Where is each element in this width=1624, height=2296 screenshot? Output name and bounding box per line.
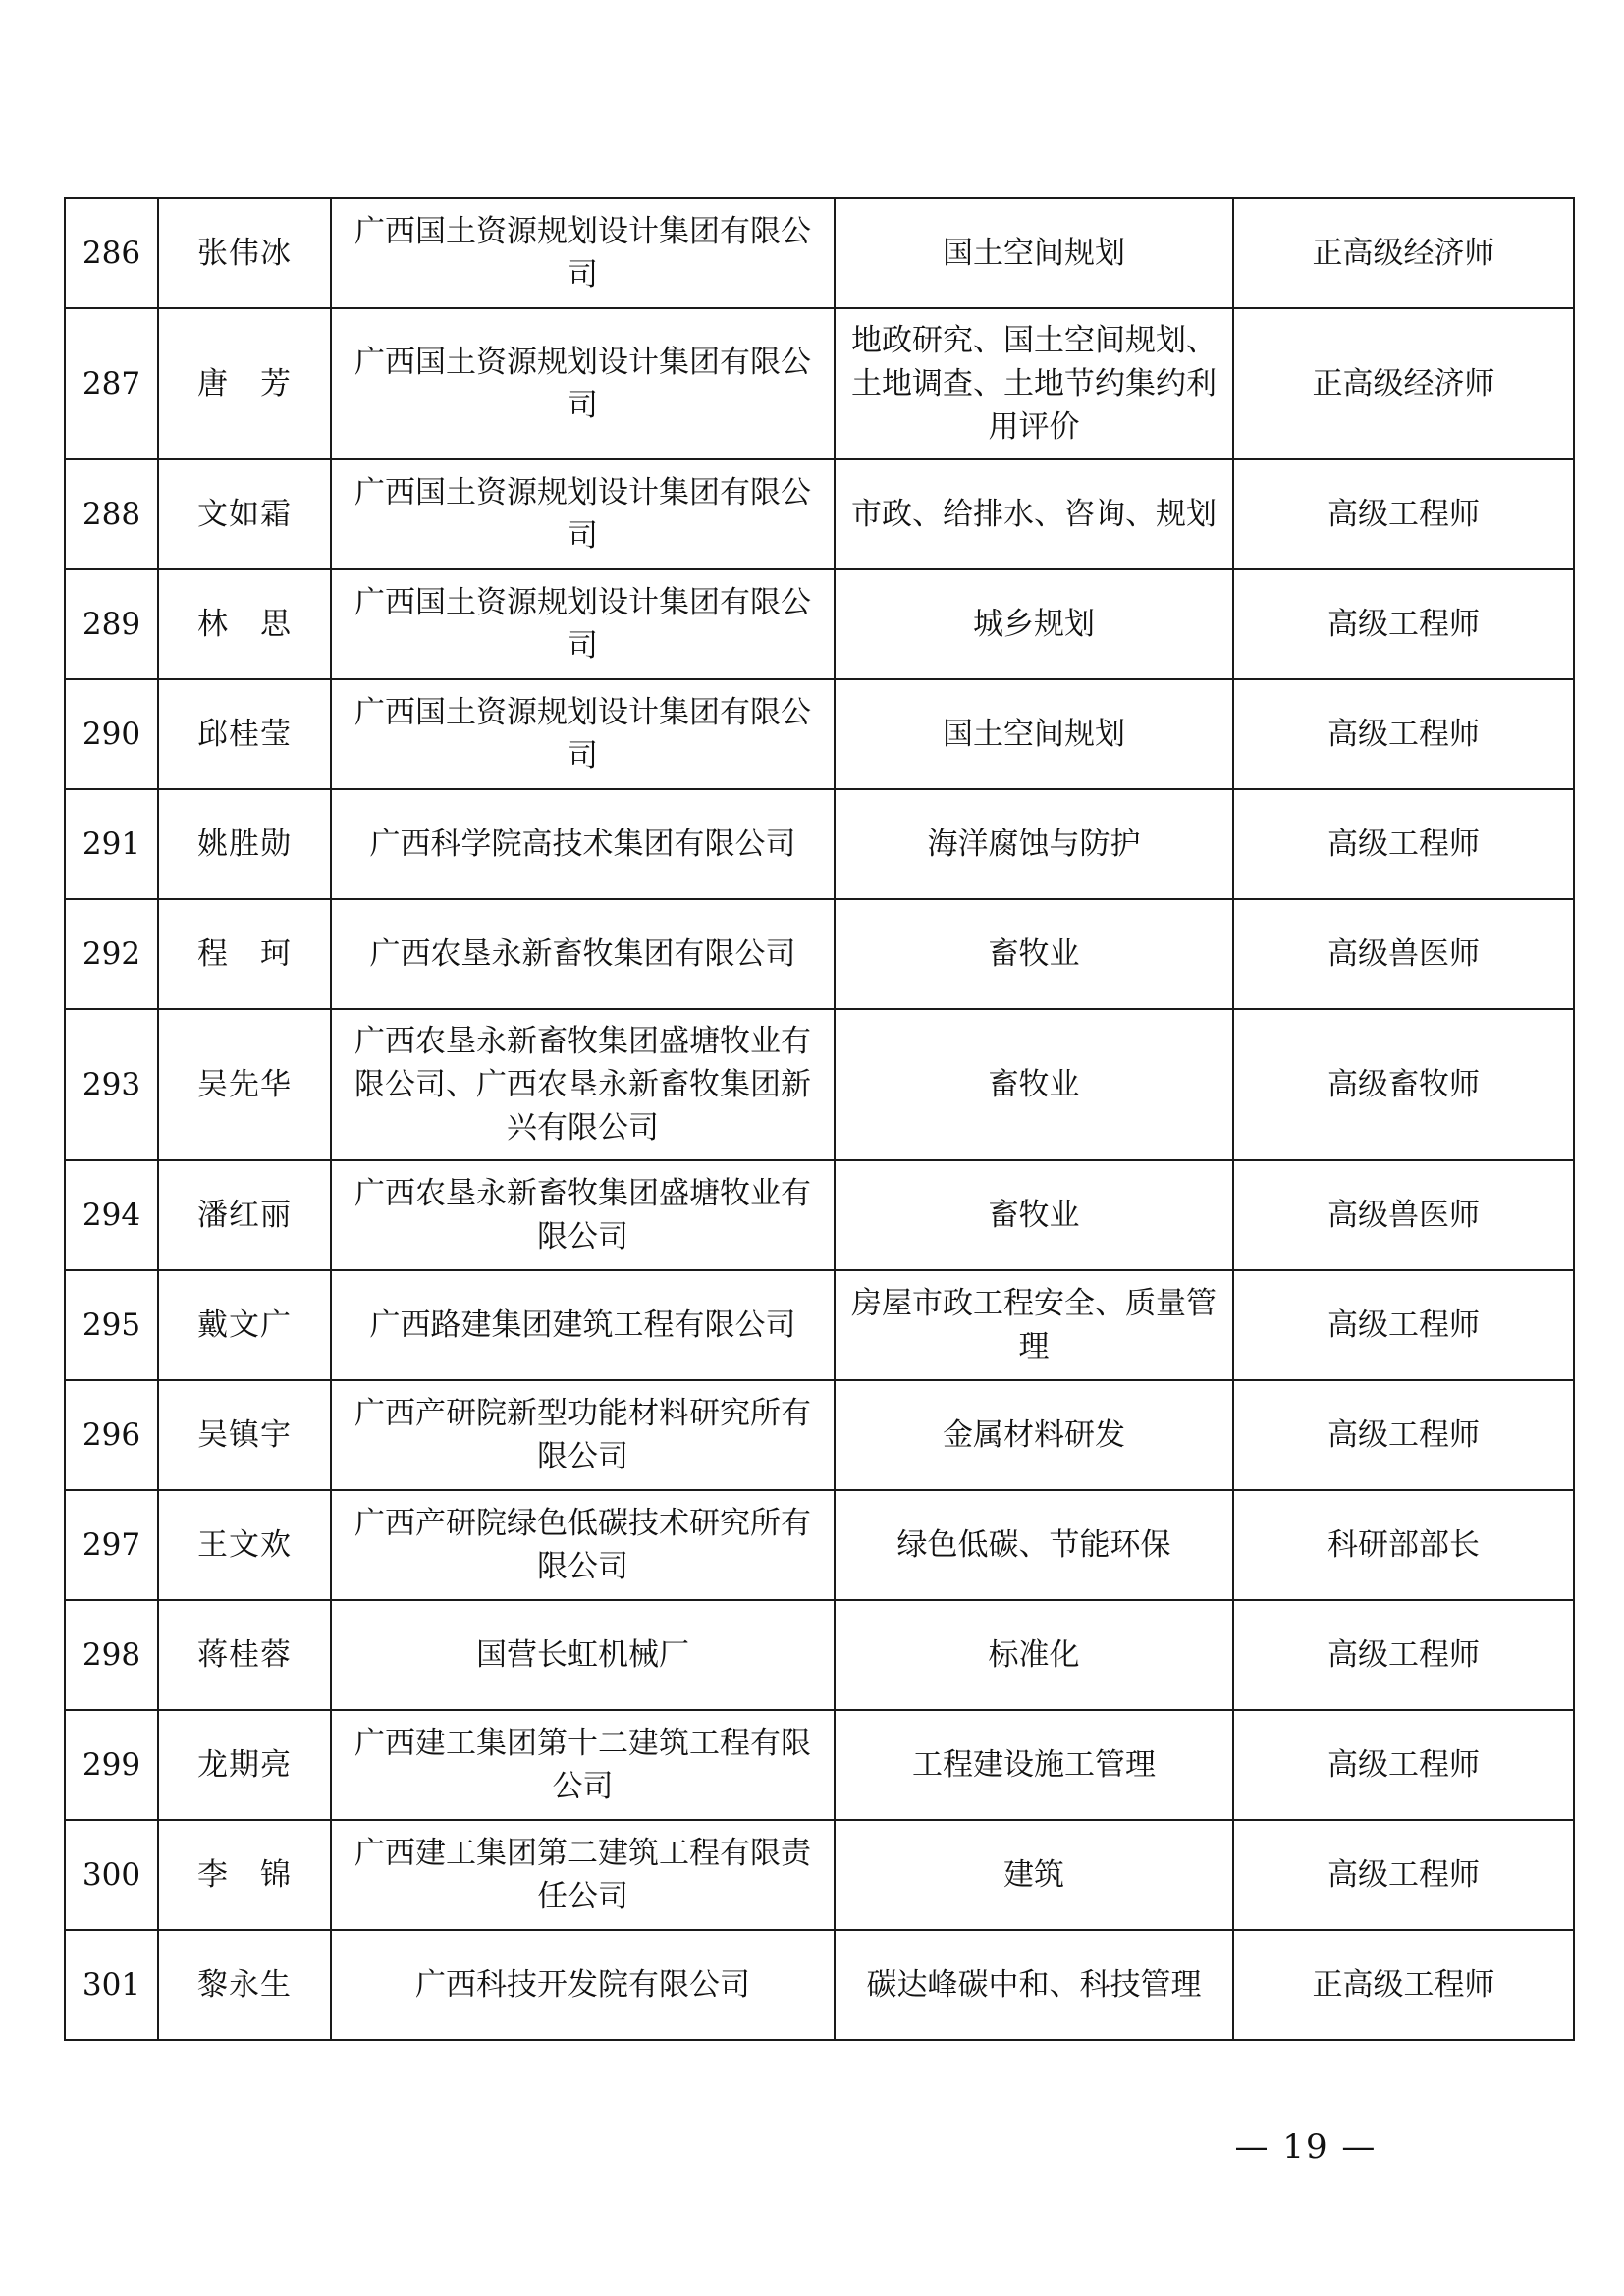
professional-title-cell: 高级工程师 [1233,1270,1574,1380]
table-row [65,899,1574,1009]
professional-title-cell: 高级工程师 [1233,679,1574,789]
specialty-field-cell: 工程建设施工管理 [835,1710,1233,1820]
row-number-cell: 298 [65,1600,158,1710]
specialty-field-cell: 地政研究、国土空间规划、土地调查、土地节约集约利用评价 [835,308,1233,459]
row-number-cell: 301 [65,1930,158,2040]
specialty-field-cell: 畜牧业 [835,1160,1233,1270]
specialty-field-cell: 房屋市政工程安全、质量管理 [835,1270,1233,1380]
table-row [65,1380,1574,1490]
work-unit-cell: 广西国土资源规划设计集团有限公司 [331,308,835,459]
row-number-cell: 293 [65,1009,158,1160]
person-name-cell: 龙期亮 [158,1710,331,1820]
table-row [65,198,1574,308]
row-number-cell: 291 [65,789,158,899]
row-number-cell: 286 [65,198,158,308]
person-name-cell: 戴文广 [158,1270,331,1380]
professional-title-cell: 高级工程师 [1233,459,1574,569]
professional-title-cell: 高级工程师 [1233,789,1574,899]
professional-title-cell: 高级工程师 [1233,1600,1574,1710]
professional-title-cell: 高级工程师 [1233,1820,1574,1930]
person-name-cell: 文如霜 [158,459,331,569]
table-row [65,1710,1574,1820]
work-unit-cell: 广西国土资源规划设计集团有限公司 [331,679,835,789]
professional-title-cell: 科研部部长 [1233,1490,1574,1600]
professional-title-cell: 正高级经济师 [1233,308,1574,459]
row-number-cell: 289 [65,569,158,679]
specialty-field-cell: 金属材料研发 [835,1380,1233,1490]
person-name-cell: 林 思 [158,569,331,679]
table-row [65,459,1574,569]
professional-title-cell: 高级兽医师 [1233,899,1574,1009]
professional-title-cell: 正高级工程师 [1233,1930,1574,2040]
specialty-field-cell: 标准化 [835,1600,1233,1710]
table-row [65,1270,1574,1380]
work-unit-cell: 广西建工集团第二建筑工程有限责任公司 [331,1820,835,1930]
work-unit-cell: 广西国土资源规划设计集团有限公司 [331,459,835,569]
specialty-field-cell: 畜牧业 [835,899,1233,1009]
work-unit-cell: 广西科技开发院有限公司 [331,1930,835,2040]
work-unit-cell: 广西建工集团第十二建筑工程有限公司 [331,1710,835,1820]
work-unit-cell: 国营长虹机械厂 [331,1600,835,1710]
professional-title-cell: 高级工程师 [1233,1380,1574,1490]
table-row [65,789,1574,899]
table-row [65,569,1574,679]
specialty-field-cell: 国土空间规划 [835,198,1233,308]
specialty-field-cell: 城乡规划 [835,569,1233,679]
work-unit-cell: 广西路建集团建筑工程有限公司 [331,1270,835,1380]
person-name-cell: 王文欢 [158,1490,331,1600]
row-number-cell: 299 [65,1710,158,1820]
professional-title-cell: 高级兽医师 [1233,1160,1574,1270]
person-name-cell: 潘红丽 [158,1160,331,1270]
table-row [65,1009,1574,1160]
professional-title-cell: 高级工程师 [1233,569,1574,679]
professional-title-cell: 高级工程师 [1233,1710,1574,1820]
table-row [65,308,1574,459]
person-name-cell: 邱桂莹 [158,679,331,789]
work-unit-cell: 广西农垦永新畜牧集团盛塘牧业有限公司 [331,1160,835,1270]
row-number-cell: 290 [65,679,158,789]
professional-title-cell: 正高级经济师 [1233,198,1574,308]
table-row [65,1490,1574,1600]
specialty-field-cell: 建筑 [835,1820,1233,1930]
work-unit-cell: 广西科学院高技术集团有限公司 [331,789,835,899]
specialty-field-cell: 海洋腐蚀与防护 [835,789,1233,899]
personnel-table-body [65,198,1574,2040]
work-unit-cell: 广西农垦永新畜牧集团有限公司 [331,899,835,1009]
person-name-cell: 吴镇宇 [158,1380,331,1490]
table-row [65,1160,1574,1270]
work-unit-cell: 广西农垦永新畜牧集团盛塘牧业有限公司、广西农垦永新畜牧集团新兴有限公司 [331,1009,835,1160]
person-name-cell: 张伟冰 [158,198,331,308]
row-number-cell: 294 [65,1160,158,1270]
specialty-field-cell: 市政、给排水、咨询、规划 [835,459,1233,569]
person-name-cell: 吴先华 [158,1009,331,1160]
page-number: — 19 — [1234,2127,1378,2166]
specialty-field-cell: 碳达峰碳中和、科技管理 [835,1930,1233,2040]
row-number-cell: 287 [65,308,158,459]
specialty-field-cell: 畜牧业 [835,1009,1233,1160]
row-number-cell: 296 [65,1380,158,1490]
work-unit-cell: 广西产研院新型功能材料研究所有限公司 [331,1380,835,1490]
row-number-cell: 292 [65,899,158,1009]
specialty-field-cell: 绿色低碳、节能环保 [835,1490,1233,1600]
personnel-table [64,197,1575,2041]
table-row [65,1600,1574,1710]
work-unit-cell: 广西国土资源规划设计集团有限公司 [331,569,835,679]
work-unit-cell: 广西产研院绿色低碳技术研究所有限公司 [331,1490,835,1600]
work-unit-cell: 广西国土资源规划设计集团有限公司 [331,198,835,308]
table-row [65,1820,1574,1930]
row-number-cell: 288 [65,459,158,569]
table-row [65,679,1574,789]
row-number-cell: 300 [65,1820,158,1930]
person-name-cell: 黎永生 [158,1930,331,2040]
person-name-cell: 程 珂 [158,899,331,1009]
person-name-cell: 蒋桂蓉 [158,1600,331,1710]
row-number-cell: 297 [65,1490,158,1600]
specialty-field-cell: 国土空间规划 [835,679,1233,789]
person-name-cell: 李 锦 [158,1820,331,1930]
person-name-cell: 唐 芳 [158,308,331,459]
person-name-cell: 姚胜勋 [158,789,331,899]
professional-title-cell: 高级畜牧师 [1233,1009,1574,1160]
row-number-cell: 295 [65,1270,158,1380]
table-row [65,1930,1574,2040]
